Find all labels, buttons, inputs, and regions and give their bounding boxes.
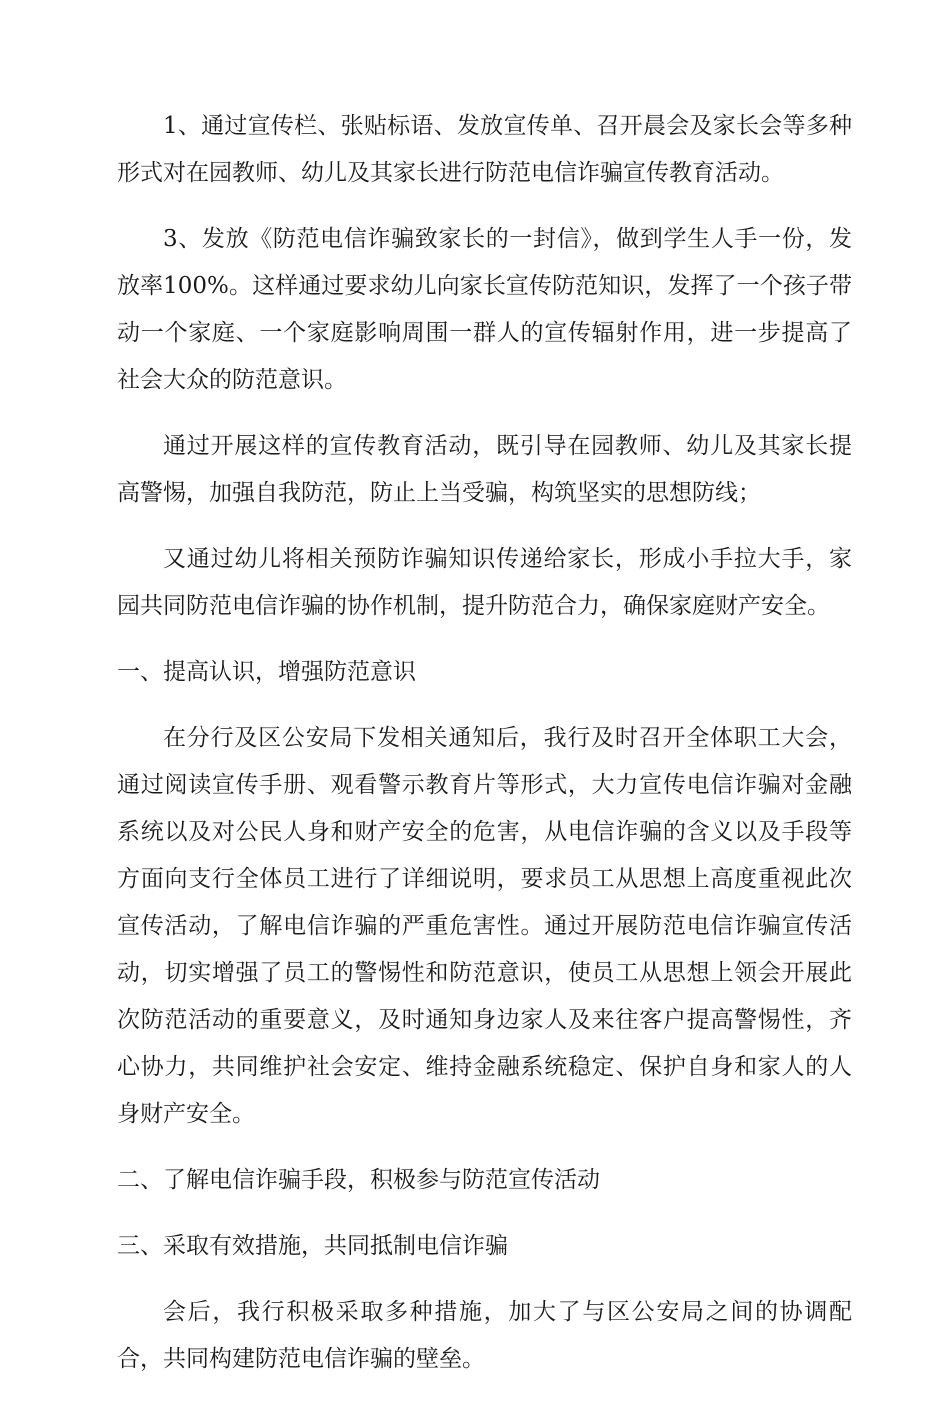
document-body <box>117 103 852 1402</box>
section-heading-2: 二、了解电信诈骗手段，积极参与防范宣传活动 <box>117 1167 600 1193</box>
paragraph-publicity-forms: 1、通过宣传栏、张贴标语、发放宣传单、召开晨会及家长会等多种形式对在园教师、幼儿及其家长进行防范电信诈骗宣传教育活动。 <box>117 113 852 186</box>
paragraph-parent-letter: 3、发放《防范电信诈骗致家长的一封信》，做到学生人手一份，发放率100%。这样通过要求幼儿向家长宣传防范知识，发挥了一个孩子带动一个家庭、一个家庭影响周围一群人的宣传辐射作用，进一步提高了社会大众的防范意识。 <box>117 226 852 393</box>
paragraph-home-school-mechanism: 又通过幼儿将相关预防诈骗知识传递给家长，形成小手拉大手，家园共同防范电信诈骗的协作机制，提升防范合力，确保家庭财产安全。 <box>117 546 852 619</box>
paragraph-staff-meeting: 在分行及区公安局下发相关通知后，我行及时召开全体职工大会，通过阅读宣传手册、观看警示教育片等形式，大力宣传电信诈骗对金融系统以及对公民人身和财产安全的危害，从电信诈骗的含义以及手段等方面向支行全体员工进行了详细说明，要求员工从思想上高度重视此次宣传活动，了解电信诈骗的严重危害性。通过开展防范电信诈骗宣传活动，切实增强了员工的警惕性和防范意识，使员工从思想上领会开展此次防范活动的重要意义，及时通知身边家人及来往客户提高警惕性，齐心协力，共同维护社会安定、维持金融系统稳定、保护自身和家人的人身财产安全。 <box>117 725 852 1127</box>
paragraph-measures: 会后，我行积极采取多种措施，加大了与区公安局之间的协调配合，共同构建防范电信诈骗的壁垒。 <box>117 1299 852 1372</box>
section-heading-3: 三、采取有效措施，共同抵制电信诈骗 <box>117 1233 508 1259</box>
section-heading-1: 一、提高认识，增强防范意识 <box>117 659 416 685</box>
paragraph-vigilance: 通过开展这样的宣传教育活动，既引导在园教师、幼儿及其家长提高警惕，加强自我防范，防止上当受骗，构筑坚实的思想防线； <box>117 433 852 506</box>
